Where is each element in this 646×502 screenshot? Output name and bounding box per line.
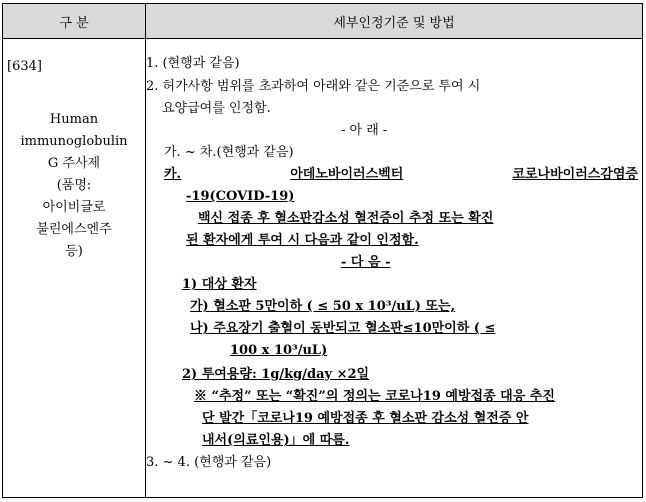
drug-name-line: immunoglobulin xyxy=(20,134,128,149)
drug-name-line: Human xyxy=(49,112,99,127)
subitem-ka-line-1 xyxy=(164,165,638,185)
drug-name-line: 아이비글로 xyxy=(42,200,106,215)
drug-name-line: G 주사제 xyxy=(47,156,101,171)
da-heading: - 다 음 - xyxy=(341,255,391,270)
drug-name-line: (품명: xyxy=(56,178,92,193)
category-cell xyxy=(3,39,146,498)
dosage: 2) 투여용량: 1g/kg/day ×2일 xyxy=(182,367,370,382)
drug-name-line: 불린에스엔주 xyxy=(36,222,112,237)
item-2-line-2: 요양급여를 인정함. xyxy=(162,101,271,116)
criteria-table xyxy=(2,3,643,498)
note-line-1: ※ “추정” 또는 “확진”의 정의는 코로나19 예방접종 대응 추진 xyxy=(194,389,555,404)
drug-name-line: 등) xyxy=(65,244,83,259)
item-3-4: 3. ~ 4. (현행과 같음) xyxy=(146,455,272,470)
item-1: 1. (현행과 같음) xyxy=(146,56,240,71)
ka-vector: 아데노바이러스벡터 xyxy=(290,167,404,182)
header-row xyxy=(3,4,643,39)
subitem-ga: 가. ~ 차.(현행과 같음) xyxy=(164,145,294,160)
note-line-2: 단 발간「코로나19 예방접종 후 혈소판 감소성 혈전증 안 xyxy=(202,411,529,426)
target-b-line-2: 100 x 10³/uL) xyxy=(230,343,328,358)
target-heading: 1) 대상 환자 xyxy=(182,277,257,292)
header-criteria: 세부인정기준 및 방법 xyxy=(146,4,643,39)
subitem-ka-line-2: -19(COVID-19) xyxy=(186,189,295,204)
ka-marker: 카. xyxy=(164,167,182,182)
note-line-3: 내서(의료인용)」에 따름. xyxy=(202,433,350,448)
drug-name xyxy=(11,109,137,263)
item-code: [634] xyxy=(7,59,42,74)
target-a: 가) 혈소판 5만이하 ( ≤ 50 x 10³/uL) 또는, xyxy=(190,299,456,314)
content-row xyxy=(3,39,643,498)
header-category: 구 분 xyxy=(3,4,146,39)
item-2-line-1: 2. 허가사항 범위를 초과하여 아래와 같은 기준으로 투여 시 xyxy=(146,79,481,94)
ka-disease: 코로나바이러스감염증 xyxy=(512,167,638,182)
criteria-cell xyxy=(146,39,643,498)
subitem-ka-line-4: 된 환자에게 투여 시 다음과 같이 인정함. xyxy=(186,233,419,248)
below-heading: - 아 래 - xyxy=(341,123,388,138)
subitem-ka-line-3: 백신 접종 후 혈소판감소성 혈전증이 추정 또는 확진 xyxy=(198,211,494,226)
target-b-line-1: 나) 주요장기 출혈이 동반되고 혈소판≤10만이하 ( ≤ xyxy=(190,321,496,336)
